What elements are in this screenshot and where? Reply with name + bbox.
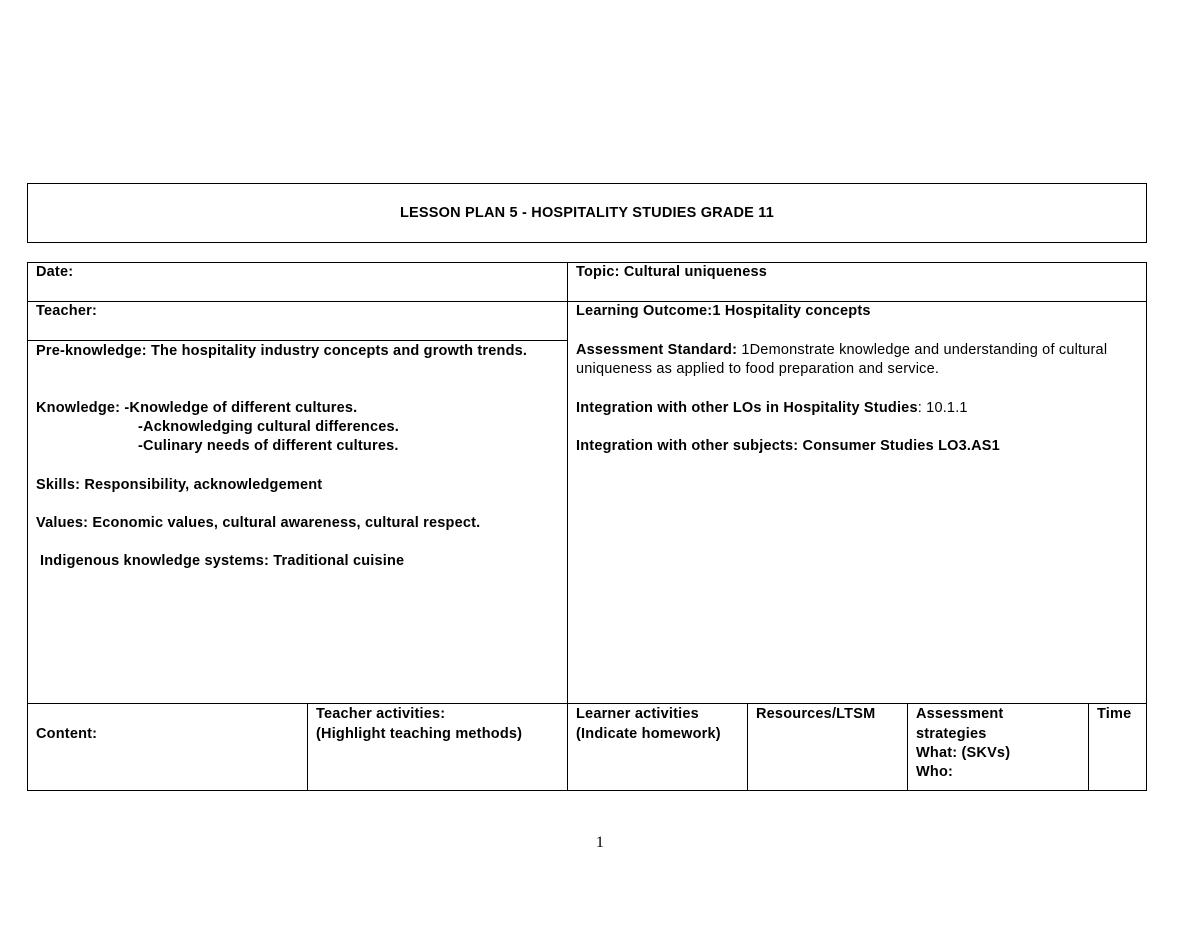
col-learner-activities-2: (Indicate homework) [576,726,721,742]
date-label: Date: [36,264,74,280]
col-assessment-1: Assessment [916,706,1004,722]
knowledge-line-3: -Culinary needs of different cultures. [138,438,399,454]
col-content: Content: [36,726,98,742]
page-number: 1 [595,834,605,851]
assessment-standard [576,341,1138,379]
integration-subjects: Integration with other subjects: Consumer Studies LO3.AS1 [576,438,1000,454]
col-time: Time [1097,706,1132,722]
col-resources: Resources/LTSM [756,706,876,722]
indigenous-knowledge: Indigenous knowledge systems: Traditional cuisine [40,553,405,569]
page-title: LESSON PLAN 5 - HOSPITALITY STUDIES GRADE 11 [399,205,775,221]
learning-outcome: Learning Outcome:1 Hospitality concepts [576,303,871,319]
col-assessment-4: Who: [916,764,954,780]
integration-los-label: Integration with other LOs in Hospitality Studies [576,400,918,416]
knowledge-line-1: Knowledge: -Knowledge of different cultures. [36,400,358,416]
col-teacher-activities-2: (Highlight teaching methods) [316,726,523,742]
teacher-label: Teacher: [36,303,97,319]
knowledge-line-2: -Acknowledging cultural differences. [138,419,399,435]
assessment-standard-label: Assessment Standard: [576,342,738,358]
col-teacher-activities-1: Teacher activities: [316,706,446,722]
values: Values: Economic values, cultural awareness, cultural respect. [36,515,481,531]
col-assessment-2: strategies [916,726,987,742]
col-learner-activities-1: Learner activities [576,706,699,722]
integration-los-value: : 10.1.1 [917,400,968,416]
skills: Skills: Responsibility, acknowledgement [36,477,323,493]
col-assessment-3: What: (SKVs) [916,745,1011,761]
topic: Topic: Cultural uniqueness [576,264,768,280]
pre-knowledge: Pre-knowledge: The hospitality industry concepts and growth trends. [36,343,528,359]
integration-los [576,399,968,418]
assessment-standard-text: 1Demonstrate knowledge and understanding of cultural uniqueness as applied to food preparation and service. [576,342,1108,377]
